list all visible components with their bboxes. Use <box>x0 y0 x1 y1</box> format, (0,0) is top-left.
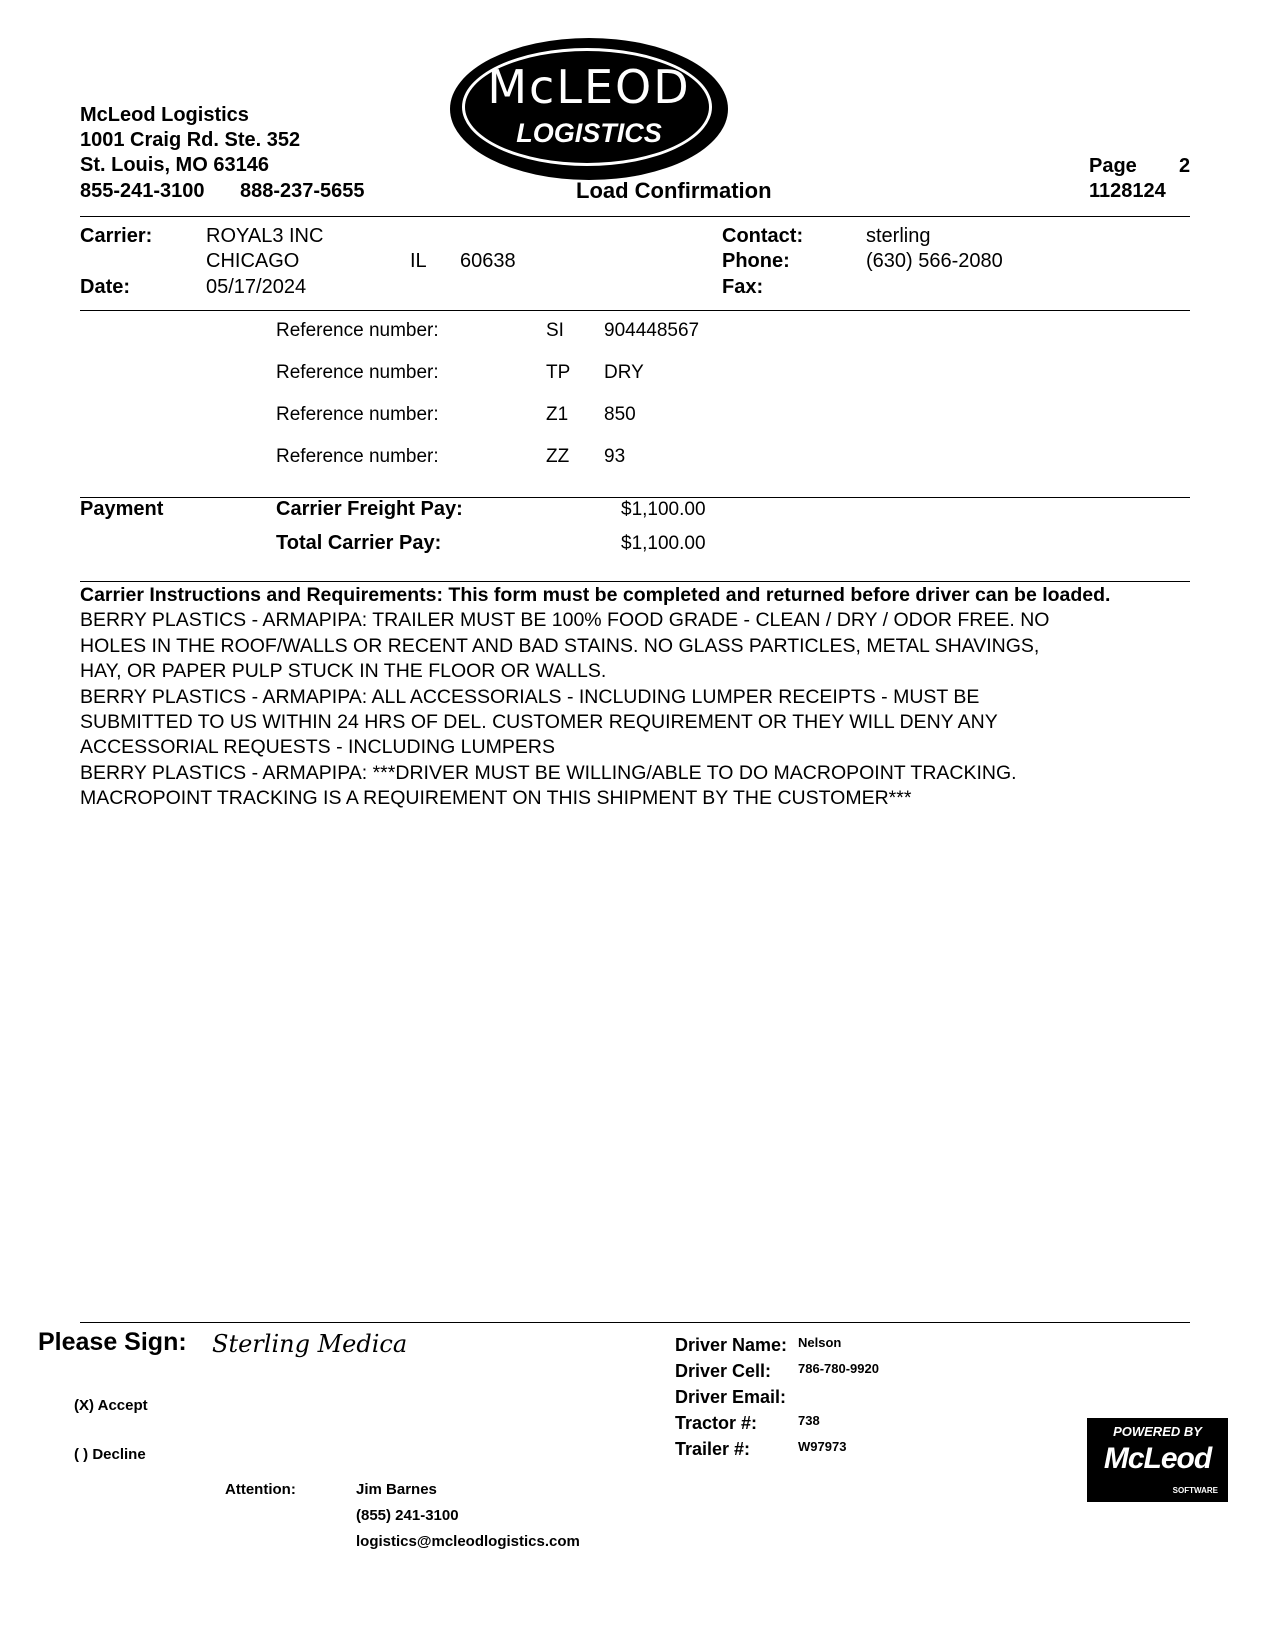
reference-value: 93 <box>604 446 626 467</box>
instruction-line: BERRY PLASTICS - ARMAPIPA: TRAILER MUST BE 100% FOOD GRADE - CLEAN / DRY / ODOR FREE. NO <box>80 609 1050 632</box>
page-label: Page <box>1089 155 1137 177</box>
total-pay-value: $1,100.00 <box>621 533 706 554</box>
trailer-value: W97973 <box>798 1439 847 1454</box>
driver-name-label: Driver Name: <box>675 1335 788 1355</box>
reference-code: TP <box>546 362 571 383</box>
instruction-line: HAY, OR PAPER PULP STUCK IN THE FLOOR OR WALLS. <box>80 660 607 683</box>
instruction-line: SUBMITTED TO US WITHIN 24 HRS OF DEL. CUSTOMER REQUIREMENT OR THEY WILL DENY ANY <box>80 711 998 734</box>
carrier-city: CHICAGO <box>206 250 300 272</box>
signature-field[interactable]: Sterling Medica <box>212 1330 408 1358</box>
freight-pay-value: $1,100.00 <box>621 499 706 520</box>
accept-option[interactable]: (X) Accept <box>74 1397 148 1414</box>
header-divider <box>80 216 1190 217</box>
carrier-instructions <box>80 583 1190 812</box>
contact-value: sterling <box>866 225 931 247</box>
reference-code: SI <box>546 320 564 341</box>
load-number: 1128124 <box>1089 180 1166 202</box>
reference-label: Reference number: <box>276 362 439 383</box>
logo-text-main: McLEOD <box>487 60 691 114</box>
tractor-label: Tractor #: <box>675 1413 758 1433</box>
carrier-name: ROYAL3 INC <box>206 225 324 247</box>
page-number: 2 <box>1179 155 1191 177</box>
carrier-state: IL <box>410 250 427 272</box>
signature-divider <box>80 1322 1190 1323</box>
carrier-zip: 60638 <box>460 250 516 272</box>
attention-email[interactable]: logistics@mcleodlogistics.com <box>356 1533 580 1550</box>
instructions-heading: Carrier Instructions and Requirements: This form must be completed and returned before driver can be loaded. <box>80 584 1111 606</box>
reference-value: 904448567 <box>604 320 700 341</box>
driver-email-label: Driver Email: <box>675 1387 787 1407</box>
fax-label: Fax: <box>722 276 764 298</box>
date-label: Date: <box>80 276 131 298</box>
payment-divider <box>80 581 1190 582</box>
payment-label: Payment <box>80 498 164 520</box>
driver-cell-label: Driver Cell: <box>675 1361 772 1381</box>
attention-phone: (855) 241-3100 <box>356 1507 459 1524</box>
attention-name: Jim Barnes <box>356 1481 437 1498</box>
total-pay-label: Total Carrier Pay: <box>276 532 442 554</box>
document-title: Load Confirmation <box>576 178 772 203</box>
carrier-divider <box>80 310 1190 311</box>
references-divider <box>80 497 1190 498</box>
reference-label: Reference number: <box>276 320 439 341</box>
reference-code: Z1 <box>546 404 569 425</box>
reference-value: 850 <box>604 404 636 425</box>
attention-label: Attention: <box>225 1481 296 1498</box>
company-phone-2: 888-237-5655 <box>240 180 365 202</box>
powered-by-mcleod-badge <box>1087 1418 1228 1502</box>
driver-cell-value: 786-780-9920 <box>798 1361 879 1376</box>
tractor-value: 738 <box>798 1413 820 1428</box>
instruction-line: MACROPOINT TRACKING IS A REQUIREMENT ON THIS SHIPMENT BY THE CUSTOMER*** <box>80 787 912 810</box>
instruction-line: BERRY PLASTICS - ARMAPIPA: ***DRIVER MUST BE WILLING/ABLE TO DO MACROPOINT TRACKING. <box>80 761 1017 784</box>
logo-text-sub: LOGISTICS <box>516 118 662 148</box>
phone-value: (630) 566-2080 <box>866 250 1003 272</box>
badge-bottom-text: SOFTWARE <box>1172 1486 1218 1495</box>
trailer-label: Trailer #: <box>675 1439 751 1459</box>
carrier-label: Carrier: <box>80 225 153 247</box>
reference-value: DRY <box>604 362 644 383</box>
please-sign-label: Please Sign: <box>38 1328 187 1356</box>
freight-pay-label: Carrier Freight Pay: <box>276 498 463 520</box>
company-address-line1: 1001 Craig Rd. Ste. 352 <box>80 129 301 151</box>
badge-logo-text: McLeod <box>1103 1442 1212 1475</box>
company-phone-1: 855-241-3100 <box>80 180 205 202</box>
reference-label: Reference number: <box>276 446 439 467</box>
mcleod-logistics-logo <box>450 38 728 180</box>
company-address-line2: St. Louis, MO 63146 <box>80 154 269 176</box>
reference-label: Reference number: <box>276 404 439 425</box>
instruction-line: HOLES IN THE ROOF/WALLS OR RECENT AND BAD STAINS. NO GLASS PARTICLES, METAL SHAVINGS, <box>80 634 1040 657</box>
reference-code: ZZ <box>546 446 570 467</box>
driver-name-value: Nelson <box>798 1335 842 1350</box>
badge-top-text: POWERED BY <box>1113 1424 1202 1439</box>
contact-label: Contact: <box>722 225 804 247</box>
instruction-line: ACCESSORIAL REQUESTS - INCLUDING LUMPERS <box>80 736 555 759</box>
company-name: McLeod Logistics <box>80 104 249 126</box>
decline-option[interactable]: ( ) Decline <box>74 1446 146 1463</box>
date-value: 05/17/2024 <box>206 276 307 298</box>
phone-label: Phone: <box>722 250 790 272</box>
instruction-line: BERRY PLASTICS - ARMAPIPA: ALL ACCESSORIALS - INCLUDING LUMPER RECEIPTS - MUST BE <box>80 685 980 708</box>
